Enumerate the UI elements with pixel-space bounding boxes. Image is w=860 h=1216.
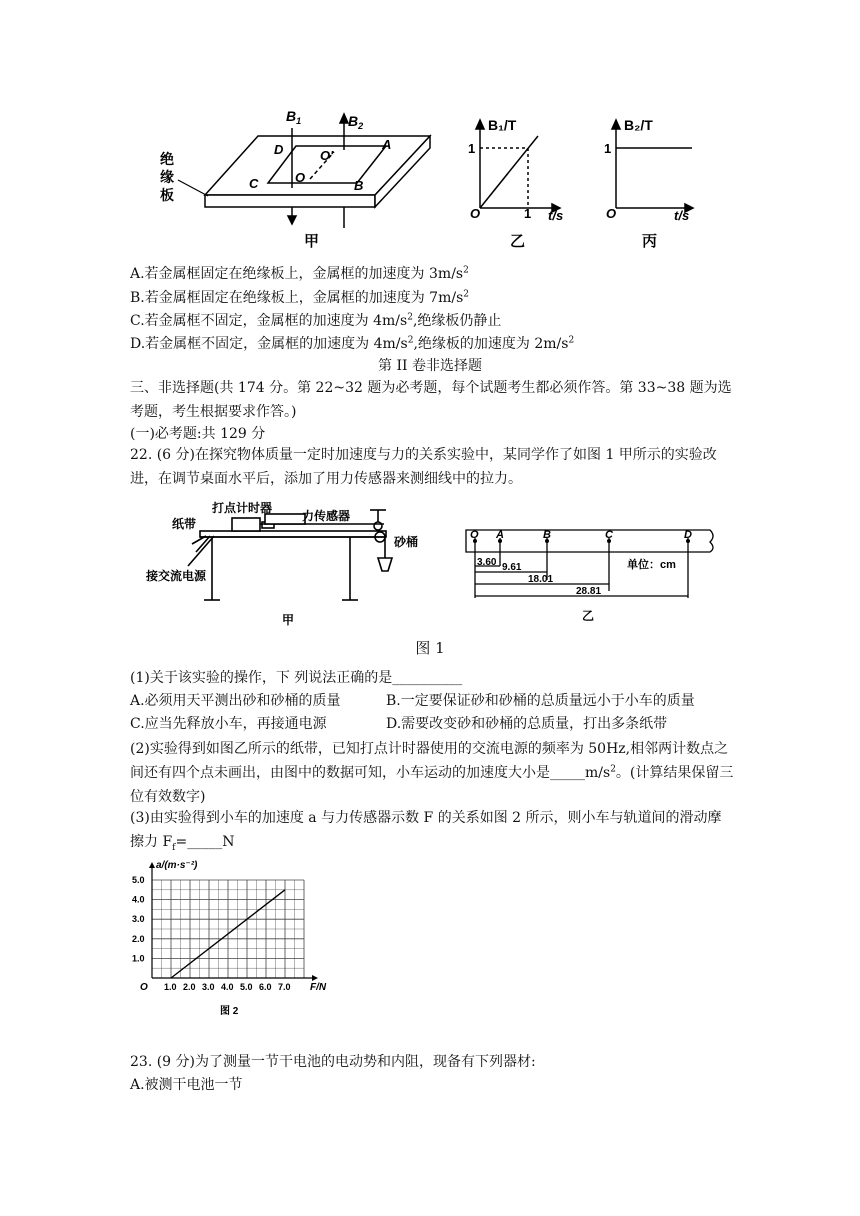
chart-ylabel: a/(m·s⁻²) xyxy=(156,860,198,871)
dim-od: 28.81 xyxy=(576,586,602,597)
yi-origin: O xyxy=(470,206,481,221)
figure-1 xyxy=(140,496,730,656)
bing-ylabel: B₂/T xyxy=(624,117,653,133)
caption-jia-fig1: 甲 xyxy=(282,613,295,627)
x-tick-label: 5.0 xyxy=(240,982,253,992)
y-tick-label: 1.0 xyxy=(132,953,145,964)
bing-xlabel: t/s xyxy=(674,208,690,223)
q23-item-a: A.被测干电池一节 xyxy=(130,1077,243,1093)
option-a: A.若金属框固定在绝缘板上，金属框的加速度为 $3m/s^2$ xyxy=(130,265,469,282)
x-tick-label: 1.0 xyxy=(164,982,177,992)
board-label-1: 绝 xyxy=(160,151,174,167)
dim-oa: 3.60 xyxy=(477,557,497,568)
vertex-b: B xyxy=(354,178,364,193)
yi-x1: 1 xyxy=(524,206,532,221)
label-force-sensor: 力传感器 xyxy=(302,509,351,523)
dim-oc: 18.01 xyxy=(528,574,554,585)
section-intro: 三、非选择题(共 174 分。第 22~32 题为必考题，每个试题考生都必须作答。第 33~38 题为选考题，考生根据要求作答。) xyxy=(130,380,732,420)
tape-point-b: B xyxy=(543,529,551,541)
chart-ticks xyxy=(132,875,291,992)
x-tick-label: 3.0 xyxy=(202,982,215,992)
q22-part1-option-d: D.需要改变砂和砂桶的总质量，打出多条纸带 xyxy=(386,716,668,732)
q22-part1-option-b: B.一定要保证砂和砂桶的总质量远小于小车的质量 xyxy=(386,693,695,709)
tape-unit: 单位：cm xyxy=(627,559,676,571)
label-bucket: 砂桶 xyxy=(394,535,419,549)
option-b: B.若金属框固定在绝缘板上，金属框的加速度为 $7m/s^2$ xyxy=(130,289,470,306)
label-timer: 打点计时器 xyxy=(212,501,273,515)
q23-stem: 23. (9 分)为了测量一节干电池的电动势和内阻，现备有下列器材: xyxy=(130,1054,536,1070)
vertex-a: A xyxy=(382,137,392,152)
apparatus-diagram xyxy=(188,510,392,600)
x-tick-label: 6.0 xyxy=(259,982,272,992)
x-tick-label: 2.0 xyxy=(183,982,196,992)
option-d: D.若金属框不固定，金属框的加速度为 $4m/s^2$,绝缘板的加速度为 $2m/s^2$ xyxy=(130,335,575,352)
q22-part1-option-a: A.必须用天平测出砂和砂桶的质量 xyxy=(130,693,341,709)
graph-yi xyxy=(476,120,560,212)
figure-magnetic-field xyxy=(150,100,710,260)
y-tick-label: 3.0 xyxy=(132,914,145,925)
y-tick-label: 5.0 xyxy=(132,875,145,885)
tape-point-a: A xyxy=(496,529,504,541)
q22-part2: (2)实验得到如图乙所示的纸带，已知打点计时器使用的交流电源的频率为 50Hz,相邻两计数点之间还有四个点未画出，由图中的数据可知，小车运动的加速度大小是$\_\_\_\_\_m/s^2$。(计算结果保留三位有效数字) xyxy=(130,741,734,805)
chart-grid xyxy=(152,880,304,978)
bing-origin: O xyxy=(606,206,617,221)
label-tape: 纸带 xyxy=(172,517,197,531)
y-tick-label: 2.0 xyxy=(132,933,145,944)
caption-yi-fig1: 乙 xyxy=(582,609,595,623)
section-title: 第 II 卷非选择题 xyxy=(378,358,482,374)
tape-point-d: D xyxy=(684,529,692,541)
q22-part3: (3)由实验得到小车的加速度 a 与力传感器示数 F 的关系如图 2 所示，则小车与轨道间的滑动摩擦力 $F_f=\_\_\_\_\_N$ xyxy=(130,810,722,853)
figure-2-chart xyxy=(128,858,348,1022)
y-axis-arrow xyxy=(149,862,155,868)
chart-caption: 图 2 xyxy=(220,1006,239,1017)
caption-yi: 乙 xyxy=(510,233,526,250)
x-tick-label: 7.0 xyxy=(278,982,291,992)
b1-label: $B_1$ xyxy=(286,108,302,126)
caption-bing: 丙 xyxy=(642,233,658,250)
yi-ylabel: B₁/T xyxy=(488,117,517,133)
b2-label: $B_2$ xyxy=(348,113,364,131)
vertex-d: D xyxy=(274,142,284,157)
dim-ob: 9.61 xyxy=(502,562,522,573)
yi-xlabel: t/s xyxy=(548,208,564,223)
x-tick-label: 4.0 xyxy=(221,982,234,992)
tape-point-c: C xyxy=(605,529,613,541)
vertex-c: C xyxy=(249,176,259,191)
tape-point-o: O xyxy=(470,529,479,541)
graph-bing xyxy=(612,120,693,212)
board-diagram xyxy=(205,114,430,228)
chart-xlabel: F/N xyxy=(310,982,327,993)
x-axis-arrow xyxy=(312,975,318,981)
q22-part1: (1)关于该实验的操作，下 列说法正确的是__________ xyxy=(130,670,463,686)
board-label-3: 板 xyxy=(160,187,174,203)
q22-stem: 22. (6 分)在探究物体质量一定时加速度与力的关系实验中，某同学作了如图 1 甲所示的实验改进，在调节桌面水平后，添加了用力传感器来测细线中的拉力。 xyxy=(130,447,717,487)
q22-part1-option-c: C.应当先释放小车，再接通电源 xyxy=(130,716,327,732)
board-label-2: 缘 xyxy=(160,169,174,185)
figure-1-caption: 图 1 xyxy=(415,639,445,657)
point-o-prime: O′ xyxy=(320,148,334,163)
option-c: C.若金属框不固定，金属框的加速度为 $4m/s^2$,绝缘板仍静止 xyxy=(130,312,502,329)
point-o: O xyxy=(295,170,306,185)
required-heading: (一)必考题:共 129 分 xyxy=(130,426,266,442)
label-power: 接交流电源 xyxy=(146,569,207,583)
y-tick-label: 4.0 xyxy=(132,894,145,905)
yi-y1: 1 xyxy=(468,141,476,156)
bing-y1: 1 xyxy=(604,141,612,156)
caption-jia: 甲 xyxy=(304,233,320,250)
chart-origin: O xyxy=(140,982,148,993)
